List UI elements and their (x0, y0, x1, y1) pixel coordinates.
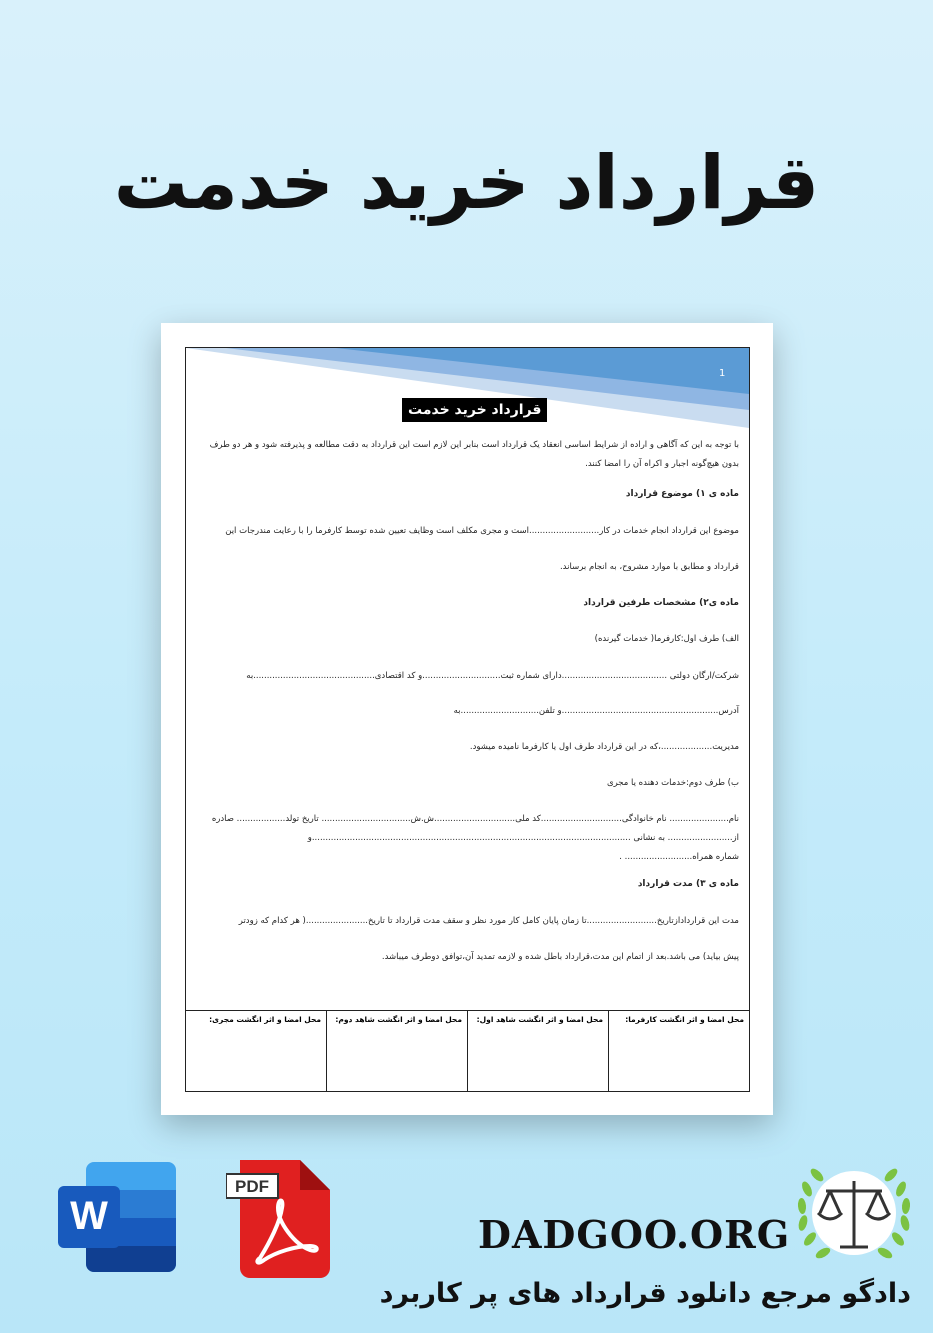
article-heading: ماده ی ۱) موضوع قرارداد (625, 489, 739, 499)
signature-cell-witness-1: محل امضا و اثر انگشت شاهد اول: (467, 1011, 608, 1091)
tagline: دادگو مرجع دانلود قرارداد های پر کاربرد (379, 1278, 911, 1309)
word-icon[interactable] (58, 1162, 178, 1274)
document-title: قرارداد خرید خدمت (402, 398, 547, 422)
signature-table (186, 1010, 749, 1091)
page-number: 1 (719, 368, 726, 379)
site-name[interactable]: DADGOO.ORG (478, 1212, 791, 1257)
intro-line: با توجه به این که آگاهی و اراده از شرایط اساسی انعقاد یک قرارداد است بنابر این لازم است این قرارداد به دقت مطالعه و پذیرفته شود و هر دو طرف (209, 440, 739, 450)
party-text: آدرس..........................................................و تلفن.............................به (453, 706, 739, 716)
article-text: پیش بیاید) می باشد.بعد از اتمام این مدت،قرارداد باطل شده و لازمه تمدید آن،توافق دوطرف میباشد. (381, 952, 739, 962)
signature-cell-contractor: محل امضا و اثر انگشت مجری: (209, 1015, 321, 1024)
party-text: شرکت/ارگان دولتی .......................................دارای شماره ثبت.............................و کد اقتصادی.............................................به (246, 671, 739, 681)
party-heading: ب) طرف دوم:خدمات دهنده یا مجری (606, 778, 739, 788)
signature-cell-witness-2: محل امضا و اثر انگشت شاهد دوم: (326, 1011, 467, 1091)
word-letter: W (70, 1194, 108, 1238)
party-text: از........................ به نشانی ......................................................................................................................و (307, 833, 739, 843)
article-heading: ماده ی۲) مشخصات طرفین قرارداد (583, 598, 739, 608)
signature-cell-employer: محل امضا و اثر انگشت کارفرما: (608, 1011, 749, 1091)
document-preview (161, 323, 773, 1115)
party-text: نام...................... نام خانوادگی..............................کد ملی..............................ش.ش................................. تاریخ تولد.................. صادره (211, 814, 739, 824)
pdf-icon[interactable] (226, 1160, 330, 1278)
pdf-label: PDF (235, 1177, 269, 1196)
page-title: قرارداد خرید خدمت (113, 140, 820, 226)
intro-line: بدون هیچ‌گونه اجبار و اکراه آن را امضا کنند. (585, 459, 739, 469)
scales-laurel-logo-icon (790, 1155, 918, 1273)
article-text: موضوع این قرارداد انجام خدمات در کار..........................است و مجری مکلف است وظایف تعیین شده توسط کارفرما را با رعایت مندرجات این (225, 526, 739, 536)
party-text: مدیریت...................،که در این قرارداد طرف اول یا کارفرما نامیده میشود. (469, 742, 739, 752)
article-heading: ماده ی ۳) مدت قرارداد (637, 879, 739, 889)
party-text: شماره همراه......................... . (619, 852, 739, 862)
article-text: قرارداد و مطابق با موارد مشروح، به انجام برساند. (559, 562, 739, 572)
party-heading: الف) طرف اول:کارفرما( خدمات گیرنده) (594, 634, 739, 644)
article-text: مدت این قراردادازتاریخ..........................تا زمان پایان کامل کار مورد نظر و سقف مدت قرارداد تا تاریخ.......................( هر کدام که زودتر (238, 916, 739, 926)
document-frame (185, 347, 750, 1092)
